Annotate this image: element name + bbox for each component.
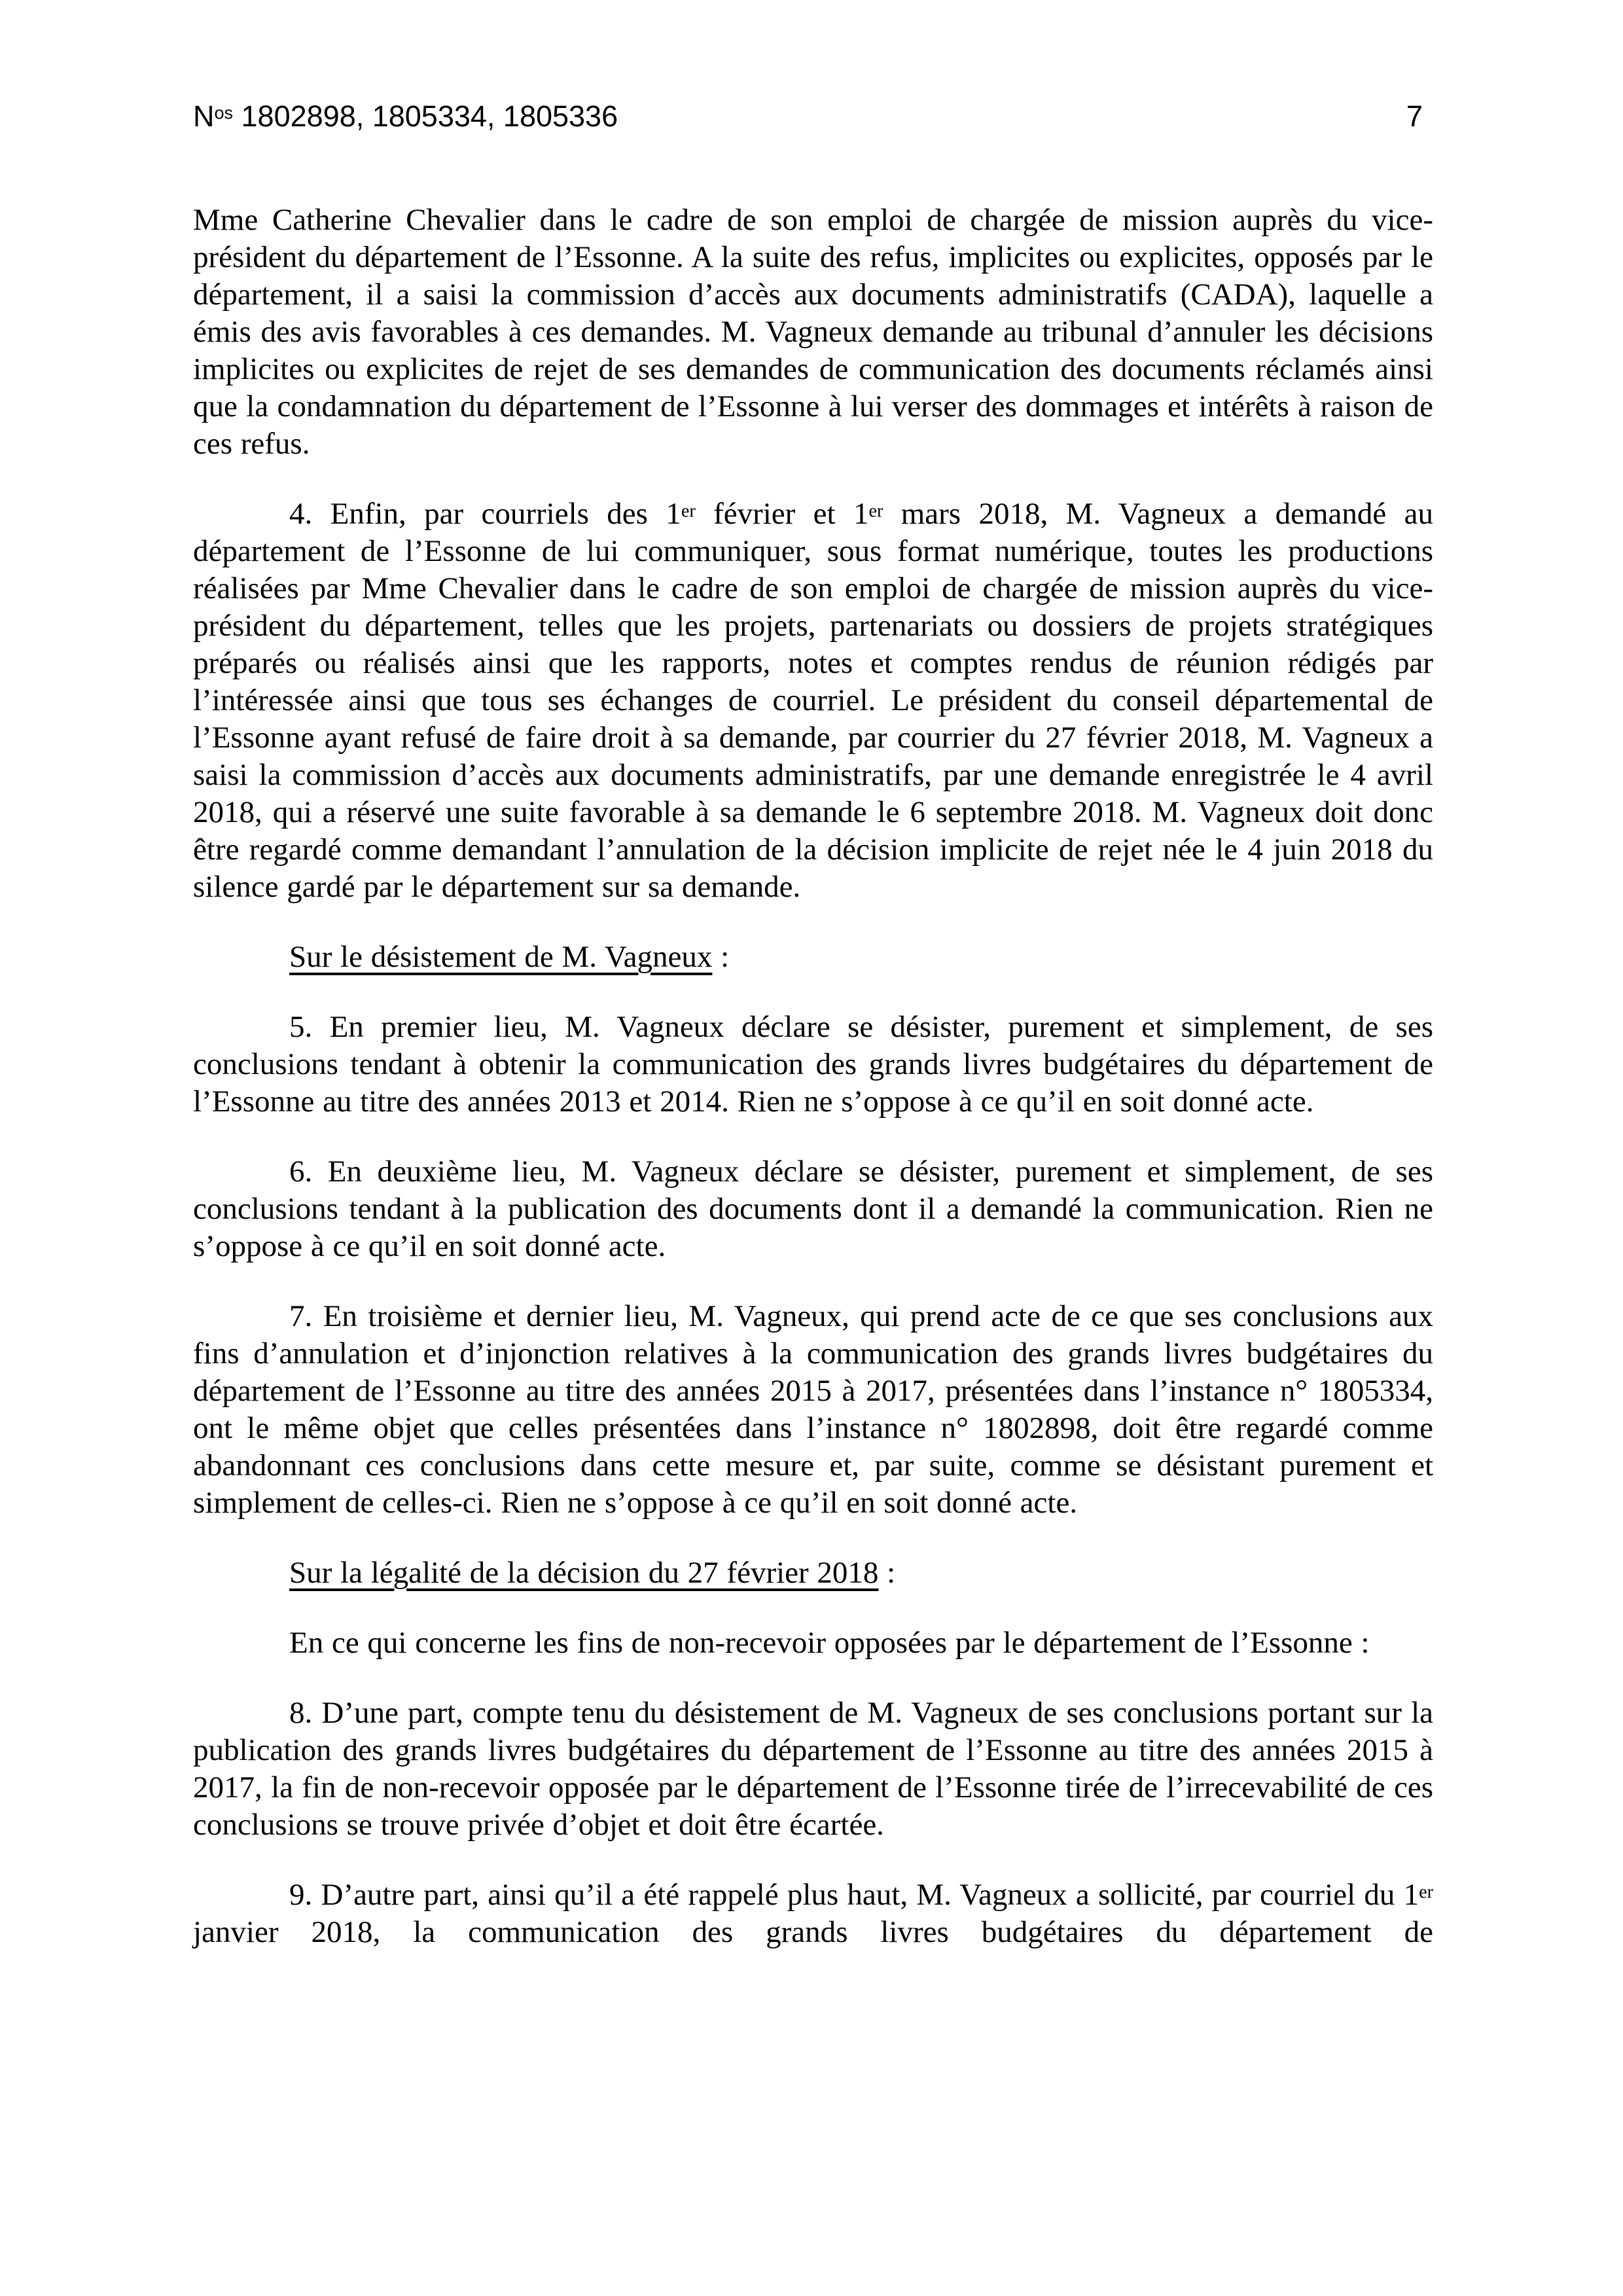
paragraph-8: 8. D’une part, compte tenu du désistement de M. Vagneux de ses conclusions portant sur la publication des grands livres budgétaires du département de l’Essonne au titre des années 2015 à 2017, la fin de non-recevoir opposée par le département de l’Essonne tirée de l’irrecevabilité de ces conclusions se trouve privée d’objet et doit être écartée. xyxy=(193,1696,1433,1842)
section-heading-desistement-colon: : xyxy=(712,940,730,974)
section-heading-legalite-colon: : xyxy=(878,1556,896,1590)
subsection-heading-fins-non-recevoir: En ce qui concerne les fins de non-recevoir opposées par le département de l’Essonne : xyxy=(289,1626,1370,1660)
paragraph-4: 4. Enfin, par courriels des 1er février et 1er mars 2018, M. Vagneux a demandé au département de l’Essonne de lui communiquer, sous format numérique, toutes les productions réalisées par Mme Chevalier dans le cadre de son emploi de chargée de mission auprès du vice-président du département, telles que les projets, partenariats ou dossiers de projets stratégiques préparés ou réalisés ainsi que les rapports, notes et comptes rendus de réunion rédigés par l’intéressée ainsi que tous ses échanges de courriel. Le président du conseil départemental de l’Essonne ayant refusé de faire droit à sa demande, par courrier du 27 février 2018, M. Vagneux a saisi la commission d’accès aux documents administratifs, par une demande enregistrée le 4 avril 2018, qui a réservé une suite favorable à sa demande le 6 septembre 2018. M. Vagneux doit donc être regardé comme demandant l’annulation de la décision implicite de rejet née le 4 juin 2018 du silence gardé par le département sur sa demande. xyxy=(193,497,1433,904)
paragraph-9: 9. D’autre part, ainsi qu’il a été rappelé plus haut, M. Vagneux a sollicité, par courriel du 1er janvier 2018, la communication des grands livres budgétaires du département de xyxy=(193,1878,1433,1949)
case-numbers-superscript: os xyxy=(214,103,234,123)
paragraph-continuation: Mme Catherine Chevalier dans le cadre de son emploi de chargée de mission auprès du vice-président du département de l’Essonne. A la suite des refus, implicites ou explicites, opposés par le département, il a saisi la commission d’accès aux documents administratifs (CADA), laquelle a émis des avis favorables à ces demandes. M. Vagneux demande au tribunal d’annuler les décisions implicites ou explicites de rejet de ses demandes de communication des documents réclamés ainsi que la condamnation du département de l’Essonne à lui verser des dommages et intérêts à raison de ces refus. xyxy=(193,203,1433,461)
section-heading-desistement xyxy=(193,939,1433,976)
paragraph-7: 7. En troisième et dernier lieu, M. Vagneux, qui prend acte de ce que ses conclusions aux fins d’annulation et d’injonction relatives à la communication des grands livres budgétaires du département de l’Essonne au titre des années 2015 à 2017, présentées dans l’instance n° 1805334, ont le même objet que celles présentées dans l’instance n° 1802898, doit être regardé comme abandonnant ces conclusions dans cette mesure et, par suite, comme se désistant purement et simplement de celles-ci. Rien ne s’oppose à ce qu’il en soit donné acte. xyxy=(193,1299,1433,1520)
ordinal-superscript: er xyxy=(1419,1882,1433,1903)
page-number: 7 xyxy=(1406,99,1423,133)
ordinal-superscript: er xyxy=(681,501,696,522)
section-heading-legalite xyxy=(193,1554,1433,1592)
paragraph-6: 6. En deuxième lieu, M. Vagneux déclare se désister, purement et simplement, de ses conclusions tendant à la publication des documents dont il a demandé la communication. Rien ne s’oppose à ce qu’il en soit donné acte. xyxy=(193,1155,1433,1263)
section-heading-legalite-text: Sur la légalité de la décision du 27 février 2018 xyxy=(289,1556,879,1590)
case-numbers: $N^{os}$ 1802898, 1805334, 1805336 xyxy=(193,99,618,133)
ordinal-superscript: er xyxy=(868,501,883,522)
section-heading-desistement-text: Sur le désistement de M. Vagneux xyxy=(289,940,713,974)
document-body xyxy=(193,202,1433,1951)
paragraph-5: 5. En premier lieu, M. Vagneux déclare se désister, purement et simplement, de ses conclusions tendant à obtenir la communication des grands livres budgétaires du département de l’Essonne au titre des années 2013 et 2014. Rien ne s’oppose à ce qu’il en soit donné acte. xyxy=(193,1010,1433,1119)
page-header xyxy=(193,99,1433,134)
